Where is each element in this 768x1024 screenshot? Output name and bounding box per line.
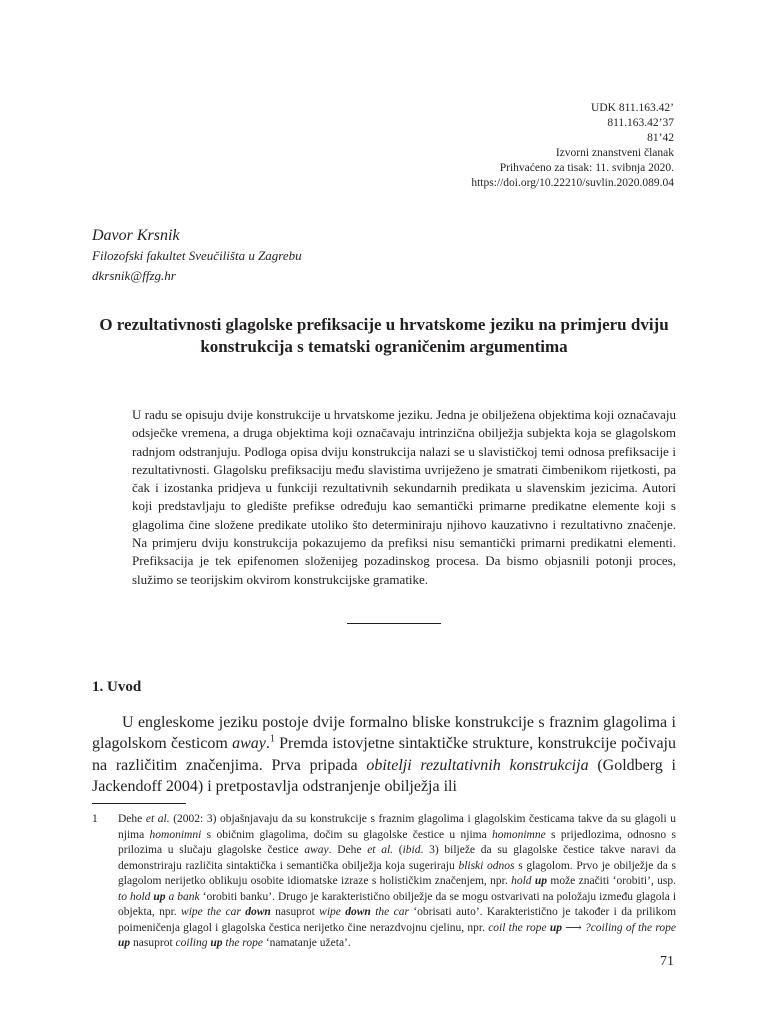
article-type: Izvorni znanstveni članak — [555, 147, 674, 159]
abstract: U radu se opisuju dvije konstrukcije u hrvatskome jeziku. Jedna je obilježena objektima koji označavaju odsječke vremena, a druga objektima koji označavaju intrinzična obilježja subjekta koja se glagolskom radnjom odstranjuju. Podloga opisa dviju konstrukcija nalazi se u slavističkoj temi odnosa prefiksacije i rezultativnosti. Glagolsku prefiksaciju među slavistima uvriježeno je smatrati čimbenikom rijetkosti, pa čak i izostanka pridjeva u funkciji rezultativnih sekundarnih predikata u slavenskim jezicima. Autori koji predstavljaju to gledište prefikse određuju kao semantički primarne predikatne elemente koji s glagolima čine složene predikate utoliko što determiniraju njihovo kauzativno i rezultativno značenje. Na primjeru dviju konstrukcija pokazujemo da prefiksi nisu semantički primarni predikatni elementi. Prefiksacija je tek epifenomen složenijeg pozadinskog procesa. Da bismo objasnili potonji proces, služimo se teorijskim okvirom konstrukcijske gramatike. — [132, 407, 676, 587]
footnote-rule — [92, 803, 186, 804]
footnote-ref[interactable]: 1 — [269, 734, 275, 746]
author-name: Davor Krsnik — [92, 227, 180, 244]
udk-code-1: UDK 811.163.42’ — [591, 102, 674, 114]
accepted-date: Prihvaćeno za tisak: 11. svibnja 2020. — [499, 162, 674, 174]
paper-title: O rezultativnosti glagolske prefiksacije u hrvatskome jeziku na primjeru dviju konstrukcija s tematski ograničenim argumentima — [99, 315, 669, 356]
udk-code-2: 811.163.42’37 — [607, 117, 674, 129]
page-number: 71 — [660, 954, 674, 969]
footnote-text: Dehe et al. (2002: 3) objašnjavaju da su konstrukcije s fraznim glagolima i glagolskim česticama takve da su glagoli u njima homonimni s običnim glagolima, dočim su glagolske čestice u njima homonimne s prijedlozima, odnosno s prilozima u slučaju glagolske čestice away. Dehe et al. (ibid. 3) bilježe da su glagolske čestice takve naravi da demonstriraju različita sintaktička i semantička obilježja koja sugeriraju bliski odnos s glagolom. Prvo je obilježje da s glagolom nerijetko oblikuju osobite idiomatske izraze s holističkim značenjem, npr. hold up može značiti ‘orobiti’, usp. to hold up a bank ‘orobiti banku’. Drugo je karakteristično obilježje da se mogu ostvarivati na položaju između glagola i objekta, npr. wipe the car down nasuprot wipe down the car ‘obrisati auto’. Karakteristično je također i da prilikom poimeničenja glagol i glagolska čestica nerijetko čine nerazdvojnu cjelinu, npr. coil the rope up ⟶ ?coiling of the rope up nasuprot coiling up the rope ‘namatanje užeta’. — [118, 813, 677, 949]
author-affiliation: Filozofski fakultet Sveučilišta u Zagrebu — [92, 248, 302, 263]
udk-code-3: 81’42 — [647, 132, 674, 144]
footnote-number: 1 — [92, 813, 98, 825]
author-email[interactable]: dkrsnik@ffzg.hr — [92, 268, 176, 283]
doi-link[interactable]: https://doi.org/10.22210/suvlin.2020.089.04 — [471, 177, 674, 189]
body-paragraph: U engleskome jeziku postoje dvije formalno bliske konstrukcije s fraznim glagolima i glagolskom česticom away.$^1$ Premda istovjetne sintaktičke strukture, konstrukcije počivaju na različitim značenjima. Prva pripada obitelji rezultativnih konstrukcija (Goldberg i Jackendoff 2004) i pretpostavlja odstranjenje obilježja ili — [92, 714, 677, 796]
author-block — [92, 226, 302, 286]
separator-rule — [347, 623, 441, 624]
article-metadata — [471, 101, 674, 191]
footnote — [92, 812, 676, 952]
section-heading: 1. Uvod — [92, 679, 142, 695]
